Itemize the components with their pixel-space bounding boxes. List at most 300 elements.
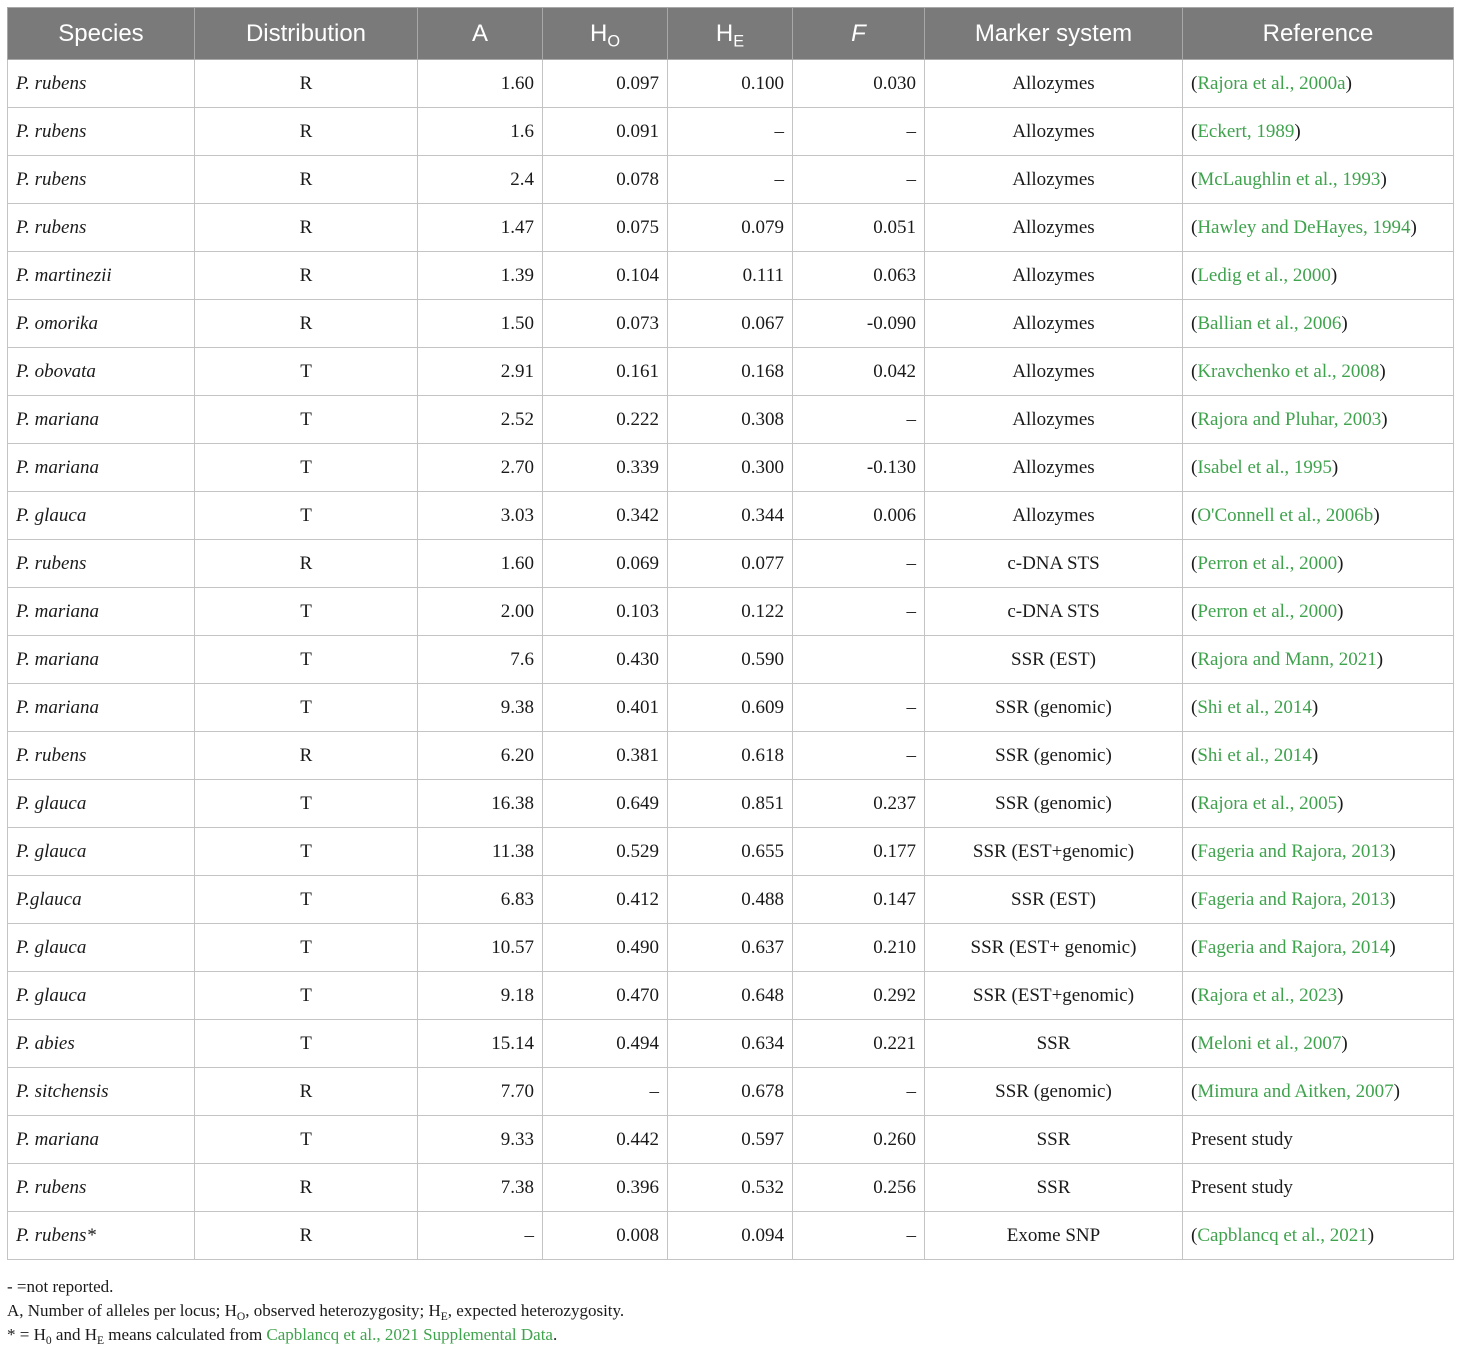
f-cell: 0.063 <box>793 252 925 300</box>
paren-open: ( <box>1191 744 1198 766</box>
marker-cell: SSR (EST+ genomic) <box>925 924 1183 972</box>
distribution-cell: R <box>195 108 418 156</box>
marker-cell: SSR (genomic) <box>925 1068 1183 1116</box>
reference-cell <box>1183 732 1454 780</box>
reference-cell <box>1183 780 1454 828</box>
species-cell: P. glauca <box>8 492 195 540</box>
f-cell: – <box>793 396 925 444</box>
ho-cell: 0.161 <box>543 348 668 396</box>
footnote-sub: 0 <box>45 1334 52 1348</box>
distribution-cell: T <box>195 396 418 444</box>
reference-link[interactable]: Eckert, 1989 <box>1197 120 1295 142</box>
table-footnotes <box>7 1275 1447 1347</box>
a-cell: 1.50 <box>418 300 543 348</box>
species-cell: P. rubens <box>8 540 195 588</box>
ho-cell: 0.222 <box>543 396 668 444</box>
col-header-reference: Reference <box>1183 8 1454 60</box>
footnote-sub: E <box>440 1310 448 1324</box>
f-cell: – <box>793 540 925 588</box>
distribution-cell: R <box>195 732 418 780</box>
ho-cell: 0.649 <box>543 780 668 828</box>
ho-cell: 0.097 <box>543 60 668 108</box>
reference-link[interactable]: Rajora et al., 2005 <box>1197 792 1338 814</box>
species-cell: P. rubens <box>8 204 195 252</box>
species-cell: P. mariana <box>8 588 195 636</box>
species-cell: P. mariana <box>8 444 195 492</box>
table-row <box>8 684 1454 732</box>
paren-close: ) <box>1379 360 1386 382</box>
species-cell: P. rubens <box>8 1164 195 1212</box>
reference-cell <box>1183 684 1454 732</box>
footnote-sub: E <box>96 1334 105 1348</box>
marker-cell: SSR <box>925 1164 1183 1212</box>
a-cell: 11.38 <box>418 828 543 876</box>
paren-open: ( <box>1191 936 1198 958</box>
table-row <box>8 108 1454 156</box>
f-cell: – <box>793 156 925 204</box>
paren-close: ) <box>1381 408 1388 430</box>
a-cell: 16.38 <box>418 780 543 828</box>
ho-cell: 0.490 <box>543 924 668 972</box>
paren-open: ( <box>1191 648 1198 670</box>
he-cell: 0.597 <box>668 1116 793 1164</box>
species-cell: P. martinezii <box>8 252 195 300</box>
he-cell: 0.655 <box>668 828 793 876</box>
paren-open: ( <box>1191 1080 1198 1102</box>
ho-cell: 0.381 <box>543 732 668 780</box>
heterozygosity-table <box>7 7 1454 1260</box>
species-cell: P. glauca <box>8 828 195 876</box>
f-cell: 0.006 <box>793 492 925 540</box>
reference-link[interactable]: Rajora and Mann, 2021 <box>1197 648 1377 670</box>
species-cell: P. rubens* <box>8 1212 195 1260</box>
marker-cell: Allozymes <box>925 300 1183 348</box>
reference-cell <box>1183 636 1454 684</box>
paren-open: ( <box>1191 264 1198 286</box>
a-cell: 7.70 <box>418 1068 543 1116</box>
a-cell: 1.47 <box>418 204 543 252</box>
distribution-cell: R <box>195 252 418 300</box>
species-cell: P. mariana <box>8 684 195 732</box>
table-row <box>8 396 1454 444</box>
paren-close: ) <box>1393 1080 1400 1102</box>
reference-cell <box>1183 972 1454 1020</box>
f-cell: 0.221 <box>793 1020 925 1068</box>
table-row <box>8 492 1454 540</box>
a-cell: 1.39 <box>418 252 543 300</box>
ho-cell: 0.494 <box>543 1020 668 1068</box>
table-row <box>8 204 1454 252</box>
paren-close: ) <box>1373 504 1380 526</box>
table-row <box>8 156 1454 204</box>
table-row <box>8 540 1454 588</box>
paren-close: ) <box>1311 744 1319 766</box>
col-header-distribution: Distribution <box>195 8 418 60</box>
marker-cell: SSR (EST) <box>925 636 1183 684</box>
f-cell: -0.090 <box>793 300 925 348</box>
marker-cell: c-DNA STS <box>925 540 1183 588</box>
he-cell: 0.111 <box>668 252 793 300</box>
he-cell: 0.637 <box>668 924 793 972</box>
reference-link[interactable]: Rajora et al., 2023 <box>1197 984 1338 1006</box>
table-row <box>8 588 1454 636</box>
species-cell: P. abies <box>8 1020 195 1068</box>
species-cell: P. mariana <box>8 396 195 444</box>
ho-cell: 0.339 <box>543 444 668 492</box>
paren-open: ( <box>1191 312 1198 334</box>
a-cell: 2.00 <box>418 588 543 636</box>
footnote-text: A, Number of alleles per locus; H <box>7 1301 237 1320</box>
f-cell <box>793 636 925 684</box>
col-header-ho <box>543 8 668 60</box>
he-cell: 0.634 <box>668 1020 793 1068</box>
paren-close: ) <box>1345 72 1352 94</box>
distribution-cell: R <box>195 300 418 348</box>
ho-sub: O <box>607 32 621 51</box>
paren-close: ) <box>1376 648 1384 670</box>
paren-close: ) <box>1341 1032 1348 1054</box>
reference-link[interactable]: Ledig et al., 2000 <box>1197 264 1331 286</box>
distribution-cell: R <box>195 540 418 588</box>
he-cell: 0.094 <box>668 1212 793 1260</box>
paren-open: ( <box>1191 984 1198 1006</box>
f-cell: – <box>793 1212 925 1260</box>
reference-link[interactable]: Hawley and DeHayes, 1994 <box>1197 216 1411 238</box>
paren-close: ) <box>1410 216 1417 238</box>
a-cell: 6.20 <box>418 732 543 780</box>
paren-open: ( <box>1191 216 1198 238</box>
reference-link[interactable]: Fageria and Rajora, 2013 <box>1197 840 1390 862</box>
species-cell: P. rubens <box>8 732 195 780</box>
he-cell: 0.678 <box>668 1068 793 1116</box>
he-cell: 0.851 <box>668 780 793 828</box>
ho-cell: 0.396 <box>543 1164 668 1212</box>
footnote-sub: O <box>236 1310 246 1324</box>
marker-cell: Exome SNP <box>925 1212 1183 1260</box>
distribution-cell: T <box>195 636 418 684</box>
reference-link[interactable]: Rajora and Pluhar, 2003 <box>1197 408 1382 430</box>
f-cell: 0.292 <box>793 972 925 1020</box>
ho-cell: 0.401 <box>543 684 668 732</box>
marker-cell: Allozymes <box>925 156 1183 204</box>
reference-cell <box>1183 1212 1454 1260</box>
reference-cell <box>1183 588 1454 636</box>
he-cell: 0.308 <box>668 396 793 444</box>
distribution-cell: T <box>195 1116 418 1164</box>
distribution-cell: T <box>195 876 418 924</box>
reference-link[interactable]: Ballian et al., 2006 <box>1197 312 1342 334</box>
paren-open: ( <box>1191 696 1198 718</box>
he-cell: 0.077 <box>668 540 793 588</box>
he-cell: 0.079 <box>668 204 793 252</box>
f-cell: 0.030 <box>793 60 925 108</box>
paren-open: ( <box>1191 72 1198 94</box>
ho-main: H <box>589 19 608 47</box>
reference-link[interactable]: O'Connell et al., 2006b <box>1197 504 1374 526</box>
species-cell: P. rubens <box>8 156 195 204</box>
ho-cell: 0.104 <box>543 252 668 300</box>
species-cell: P. sitchensis <box>8 1068 195 1116</box>
paren-open: ( <box>1191 408 1198 430</box>
table-row <box>8 1020 1454 1068</box>
paren-close: ) <box>1311 696 1319 718</box>
f-cell: 0.051 <box>793 204 925 252</box>
a-cell: 7.6 <box>418 636 543 684</box>
species-cell: P. obovata <box>8 348 195 396</box>
marker-cell: SSR (EST+genomic) <box>925 972 1183 1020</box>
reference-cell <box>1183 876 1454 924</box>
paren-close: ) <box>1389 840 1396 862</box>
paren-close: ) <box>1389 936 1396 958</box>
col-header-f: F <box>793 8 925 60</box>
a-cell: 1.6 <box>418 108 543 156</box>
reference-link[interactable]: Fageria and Rajora, 2013 <box>1197 888 1390 910</box>
reference-text: Present study <box>1191 1128 1293 1150</box>
reference-cell <box>1183 252 1454 300</box>
reference-text: Present study <box>1191 1176 1293 1198</box>
he-sub: E <box>733 32 745 51</box>
distribution-cell: T <box>195 588 418 636</box>
f-cell: 0.210 <box>793 924 925 972</box>
reference-link[interactable]: Fageria and Rajora, 2014 <box>1197 936 1390 958</box>
paren-close: ) <box>1337 984 1344 1006</box>
a-cell: 1.60 <box>418 60 543 108</box>
species-cell: P. rubens <box>8 108 195 156</box>
he-cell: 0.122 <box>668 588 793 636</box>
table-row <box>8 348 1454 396</box>
species-cell: P. omorika <box>8 300 195 348</box>
reference-cell <box>1183 108 1454 156</box>
a-cell: 2.52 <box>418 396 543 444</box>
a-cell: 2.70 <box>418 444 543 492</box>
table-row <box>8 828 1454 876</box>
distribution-cell: R <box>195 156 418 204</box>
reference-link[interactable]: Isabel et al., 1995 <box>1197 456 1332 478</box>
reference-link[interactable]: Rajora et al., 2000a <box>1197 72 1346 94</box>
marker-cell: SSR <box>925 1020 1183 1068</box>
reference-cell <box>1183 156 1454 204</box>
f-cell: 0.260 <box>793 1116 925 1164</box>
species-cell: P. rubens <box>8 60 195 108</box>
marker-cell: Allozymes <box>925 444 1183 492</box>
ho-cell: 0.073 <box>543 300 668 348</box>
distribution-cell: R <box>195 1212 418 1260</box>
he-cell: 0.609 <box>668 684 793 732</box>
table-row <box>8 636 1454 684</box>
reference-cell <box>1183 1020 1454 1068</box>
paren-open: ( <box>1191 792 1198 814</box>
table-row <box>8 1212 1454 1260</box>
footnote-text: , expected heterozygosity. <box>447 1301 625 1320</box>
footnote-text: * = H <box>7 1325 46 1344</box>
table-row <box>8 252 1454 300</box>
a-cell: 10.57 <box>418 924 543 972</box>
species-cell: P. mariana <box>8 1116 195 1164</box>
reference-link[interactable]: Meloni et al., 2007 <box>1197 1032 1342 1054</box>
footnote-text: , observed heterozygosity; H <box>245 1301 441 1320</box>
paren-open: ( <box>1191 360 1198 382</box>
reference-cell <box>1183 348 1454 396</box>
paren-open: ( <box>1191 888 1198 910</box>
species-cell: P. mariana <box>8 636 195 684</box>
paren-close: ) <box>1337 792 1344 814</box>
reference-cell <box>1183 492 1454 540</box>
footnote-text: . <box>552 1325 558 1344</box>
f-cell: 0.237 <box>793 780 925 828</box>
paren-open: ( <box>1191 168 1198 190</box>
he-cell: 0.300 <box>668 444 793 492</box>
f-cell: -0.130 <box>793 444 925 492</box>
reference-cell <box>1183 828 1454 876</box>
he-cell: 0.618 <box>668 732 793 780</box>
table-row <box>8 876 1454 924</box>
he-cell: 0.168 <box>668 348 793 396</box>
paren-close: ) <box>1389 888 1396 910</box>
header-row <box>8 8 1454 60</box>
col-header-he <box>668 8 793 60</box>
he-main: H <box>715 19 734 47</box>
distribution-cell: T <box>195 828 418 876</box>
paren-close: ) <box>1341 312 1348 334</box>
marker-cell: c-DNA STS <box>925 588 1183 636</box>
reference-link[interactable]: Shi et al., 2014 <box>1197 696 1312 718</box>
table-row <box>8 972 1454 1020</box>
distribution-cell: R <box>195 1164 418 1212</box>
paren-close: ) <box>1337 600 1344 622</box>
table-row <box>8 60 1454 108</box>
reference-cell <box>1183 1164 1454 1212</box>
he-cell: – <box>668 108 793 156</box>
ho-cell: 0.412 <box>543 876 668 924</box>
ho-cell: 0.103 <box>543 588 668 636</box>
f-cell: – <box>793 588 925 636</box>
marker-cell: Allozymes <box>925 492 1183 540</box>
distribution-cell: T <box>195 972 418 1020</box>
paren-close: ) <box>1337 552 1344 574</box>
paren-open: ( <box>1191 120 1198 142</box>
reference-link[interactable]: Shi et al., 2014 <box>1197 744 1312 766</box>
reference-cell <box>1183 60 1454 108</box>
species-cell: P.glauca <box>8 876 195 924</box>
a-cell: 7.38 <box>418 1164 543 1212</box>
he-cell: 0.648 <box>668 972 793 1020</box>
marker-cell: SSR <box>925 1116 1183 1164</box>
ho-cell: 0.008 <box>543 1212 668 1260</box>
footnote-text: means calculated from <box>104 1325 267 1344</box>
paren-open: ( <box>1191 1032 1198 1054</box>
f-cell: 0.177 <box>793 828 925 876</box>
species-cell: P. glauca <box>8 972 195 1020</box>
footnote-abbreviations <box>7 1299 1447 1323</box>
footnote-text: and H <box>51 1325 97 1344</box>
marker-cell: Allozymes <box>925 204 1183 252</box>
paren-close: ) <box>1380 168 1387 190</box>
reference-cell <box>1183 204 1454 252</box>
marker-cell: SSR (genomic) <box>925 732 1183 780</box>
he-cell: 0.532 <box>668 1164 793 1212</box>
table-row <box>8 300 1454 348</box>
a-cell: 15.14 <box>418 1020 543 1068</box>
reference-link[interactable]: Perron et al., 2000 <box>1197 600 1338 622</box>
distribution-cell: T <box>195 444 418 492</box>
a-cell: 2.4 <box>418 156 543 204</box>
marker-cell: SSR (EST) <box>925 876 1183 924</box>
reference-cell <box>1183 396 1454 444</box>
reference-link[interactable]: McLaughlin et al., 1993 <box>1197 168 1381 190</box>
distribution-cell: T <box>195 684 418 732</box>
marker-cell: Allozymes <box>925 60 1183 108</box>
distribution-cell: T <box>195 348 418 396</box>
col-header-species: Species <box>8 8 195 60</box>
marker-cell: Allozymes <box>925 396 1183 444</box>
reference-link[interactable]: Perron et al., 2000 <box>1197 552 1338 574</box>
ho-cell: 0.091 <box>543 108 668 156</box>
f-cell: 0.147 <box>793 876 925 924</box>
paren-close: ) <box>1367 1224 1375 1246</box>
table-row <box>8 732 1454 780</box>
a-cell: 6.83 <box>418 876 543 924</box>
he-cell: 0.344 <box>668 492 793 540</box>
paren-open: ( <box>1191 1224 1198 1246</box>
footnote-asterisk <box>7 1323 1447 1347</box>
marker-cell: Allozymes <box>925 348 1183 396</box>
distribution-cell: T <box>195 780 418 828</box>
reference-cell <box>1183 924 1454 972</box>
reference-cell <box>1183 444 1454 492</box>
reference-link[interactable]: Mimura and Aitken, 2007 <box>1197 1080 1394 1102</box>
paren-open: ( <box>1191 552 1198 574</box>
ho-cell: 0.342 <box>543 492 668 540</box>
f-cell: – <box>793 732 925 780</box>
he-cell: 0.067 <box>668 300 793 348</box>
table-row <box>8 1164 1454 1212</box>
reference-cell <box>1183 1068 1454 1116</box>
f-cell: 0.256 <box>793 1164 925 1212</box>
distribution-cell: T <box>195 1020 418 1068</box>
a-cell: 1.60 <box>418 540 543 588</box>
reference-link[interactable]: Capblancq et al., 2021 <box>1197 1224 1368 1246</box>
reference-cell <box>1183 300 1454 348</box>
a-cell: 9.18 <box>418 972 543 1020</box>
distribution-cell: R <box>195 1068 418 1116</box>
paren-close: ) <box>1294 120 1301 142</box>
a-cell: 9.38 <box>418 684 543 732</box>
ho-cell: 0.075 <box>543 204 668 252</box>
paren-open: ( <box>1191 456 1198 478</box>
distribution-cell: T <box>195 492 418 540</box>
table-row <box>8 780 1454 828</box>
reference-cell <box>1183 540 1454 588</box>
f-cell: – <box>793 684 925 732</box>
table-row <box>8 924 1454 972</box>
f-cell: 0.042 <box>793 348 925 396</box>
supplemental-data-link[interactable]: Capblancq et al., 2021 Supplemental Data <box>266 1325 553 1344</box>
he-cell: 0.590 <box>668 636 793 684</box>
f-cell: – <box>793 108 925 156</box>
a-cell: 9.33 <box>418 1116 543 1164</box>
f-cell: – <box>793 1068 925 1116</box>
ho-cell: 0.069 <box>543 540 668 588</box>
table-row <box>8 444 1454 492</box>
marker-cell: Allozymes <box>925 252 1183 300</box>
marker-cell: SSR (EST+genomic) <box>925 828 1183 876</box>
ho-cell: 0.470 <box>543 972 668 1020</box>
paren-close: ) <box>1331 456 1339 478</box>
col-header-a: A <box>418 8 543 60</box>
species-cell: P. glauca <box>8 924 195 972</box>
he-cell: 0.100 <box>668 60 793 108</box>
reference-link[interactable]: Kravchenko et al., 2008 <box>1197 360 1380 382</box>
